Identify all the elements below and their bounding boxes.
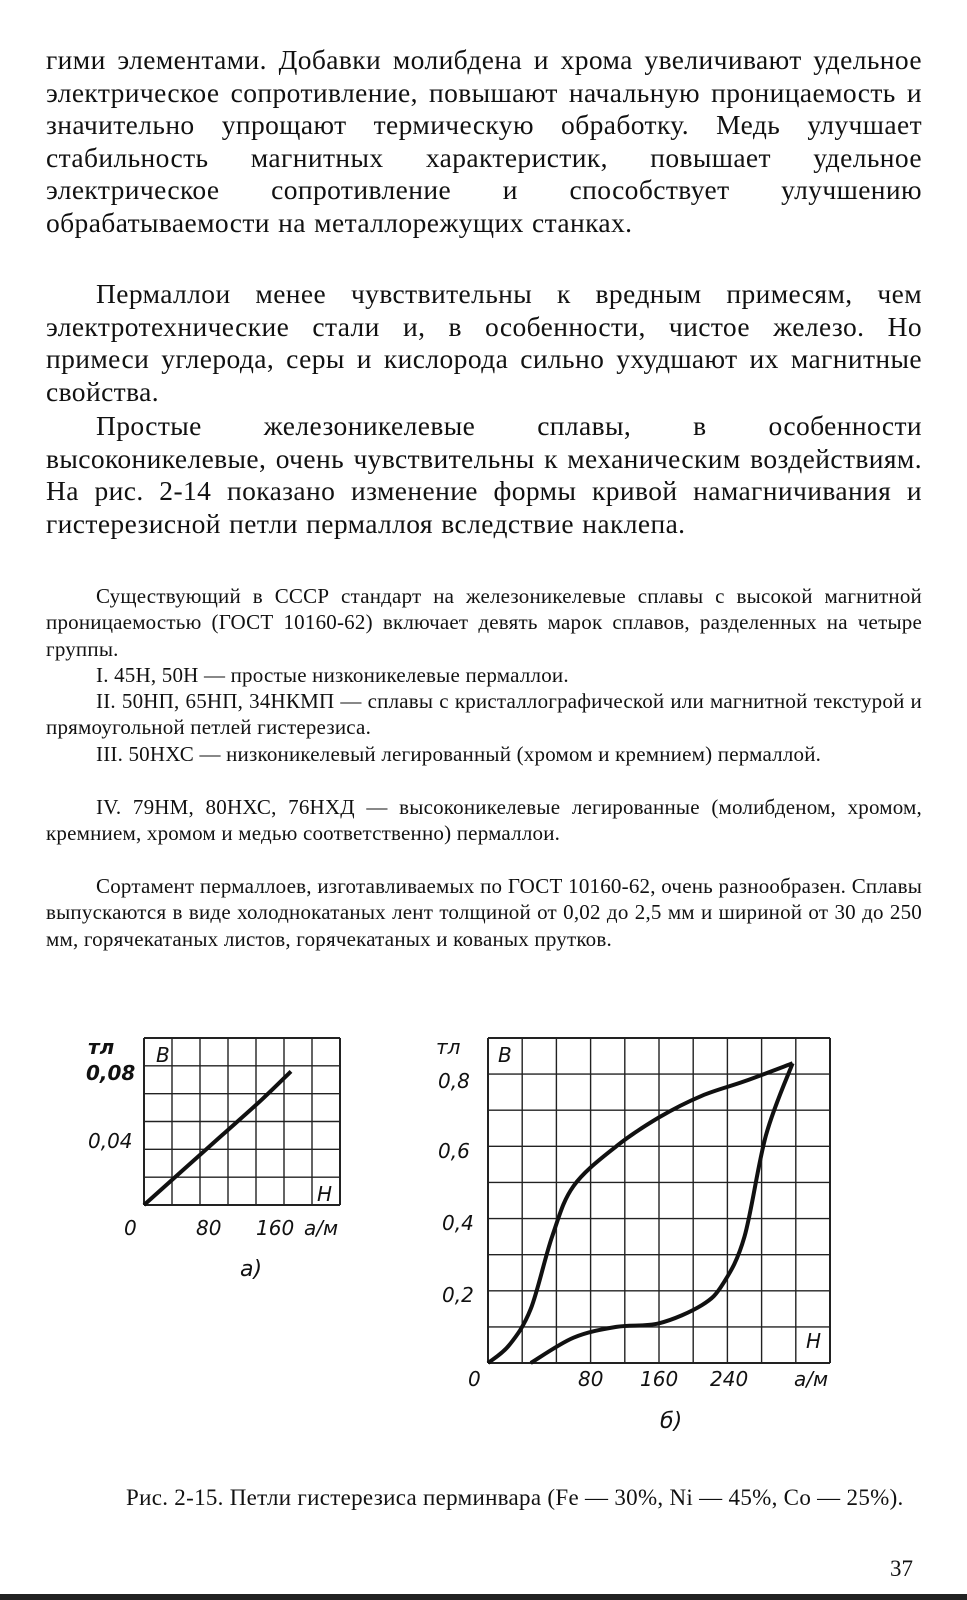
- group-2-text: II. 50НП, 65НП, 34НКМП — сплавы с кристаллографической или магнитной текстурой и прямоугольной петлей гистерезиса.: [46, 689, 922, 740]
- x-tick-b-1: 80: [578, 1367, 604, 1391]
- y-tick-b-1: 0,6: [438, 1139, 470, 1163]
- paragraph-3-text: Простые железоникелевые сплавы, в особенности высоконикелевые, очень чувствительны к механическим воздействиям. На рис. 2-14 показано изменение формы кривой намагничивания и гистерезисной петли пермаллоя вследствие наклепа.: [46, 410, 922, 539]
- paragraph-2: [46, 278, 922, 408]
- small-paragraph-1: [46, 583, 922, 662]
- y-tick-b-0: 0,8: [438, 1069, 470, 1093]
- group-1: [46, 662, 922, 688]
- b-axis-label-b: В: [498, 1043, 512, 1067]
- grid-b: [488, 1038, 830, 1363]
- x-tick-a-2: 160: [256, 1216, 295, 1240]
- small-paragraph-1-text: Существующий в СССР стандарт на железоникелевые сплавы с высокой магнитной проницаемостью (ГОСТ 10160-62) включает девять марок сплавов, разделенных на четыре группы.: [46, 584, 922, 661]
- h-axis-label-b: Н: [806, 1329, 822, 1353]
- page-number: 37: [890, 1556, 913, 1581]
- paragraph-1-text: гими элементами. Добавки молибдена и хрома увеличивают удельное электрическое сопротивление, повышают начальную проницаемость и значительно упрощают термическую обработку. Медь улучшает стабильность магнитных характеристик, повышает удельное электрическое сопротивление и способствует улучшению обрабатываемости на металлорежущих станках.: [46, 44, 922, 238]
- y-tick-b-2: 0,4: [442, 1211, 474, 1235]
- curve-b-upper-branch: [488, 1063, 793, 1363]
- curve-b-lower-branch: [531, 1063, 793, 1363]
- x-tick-a-1: 80: [196, 1216, 222, 1240]
- group-1-text: I. 45Н, 50Н — простые низконикелевые пермаллои.: [96, 663, 569, 687]
- chart-a: [80, 1030, 360, 1300]
- x-tick-b-2: 160: [640, 1367, 679, 1391]
- group-4-text: IV. 79НМ, 80НХС, 76НХД — высоконикелевые легированные (молибденом, хромом, кремнием, хромом и медью соответственно) пермаллои.: [46, 795, 922, 846]
- page-bottom-edge: [0, 1594, 967, 1600]
- y-tick-b-3: 0,2: [442, 1283, 474, 1307]
- group-3: [46, 741, 922, 767]
- figure-a-label: а): [240, 1257, 263, 1282]
- x-tick-b-3: 240: [710, 1367, 749, 1391]
- small-paragraph-2-text: Сортамент пермаллоев, изготавливаемых по ГОСТ 10160-62, очень разнообразен. Сплавы выпускаются в виде холоднокатаных лент толщиной от 0,02 до 2,5 мм и шириной от 30 до 250 мм, горячекатаных листов, горячекатаных и кованых прутков.: [46, 874, 922, 951]
- group-3-text: III. 50НХС — низконикелевый легированный (хромом и кремнием) пермаллой.: [96, 742, 822, 766]
- unit-y-a: тл: [88, 1035, 115, 1059]
- figure-b-label: б): [660, 1409, 683, 1434]
- x-tick-b-0: 0: [468, 1367, 481, 1391]
- h-axis-label-a: Н: [317, 1182, 333, 1206]
- paragraph-3: [46, 410, 922, 540]
- group-4: [46, 794, 922, 847]
- b-axis-label-a: В: [156, 1043, 170, 1067]
- paragraph-2-text: Пермаллои менее чувствительны к вредным примесям, чем электротехнические стали и, в особенности, чистое железо. Но примеси углерода, серы и кислорода сильно ухудшают их магнитные свойства.: [46, 278, 922, 407]
- figure-a: [80, 1030, 360, 1305]
- figure-b: [428, 1030, 858, 1445]
- y-tick-a-1: 0,04: [88, 1129, 133, 1153]
- y-tick-a-0: 0,08: [86, 1061, 136, 1085]
- figure-caption: Рис. 2-15. Петли гистерезиса перминвара (Fe — 30%, Ni — 45%, Co — 25%).: [126, 1485, 904, 1510]
- group-2: [46, 688, 922, 741]
- small-paragraph-2: [46, 873, 922, 952]
- x-tick-a-0: 0: [124, 1216, 137, 1240]
- curve-a-line: [144, 1071, 291, 1205]
- x-unit-a: а/м: [304, 1216, 339, 1240]
- paragraph-1: [46, 44, 922, 240]
- chart-b: [428, 1030, 858, 1440]
- x-unit-b: а/м: [794, 1367, 829, 1391]
- unit-y-b: тл: [436, 1035, 461, 1059]
